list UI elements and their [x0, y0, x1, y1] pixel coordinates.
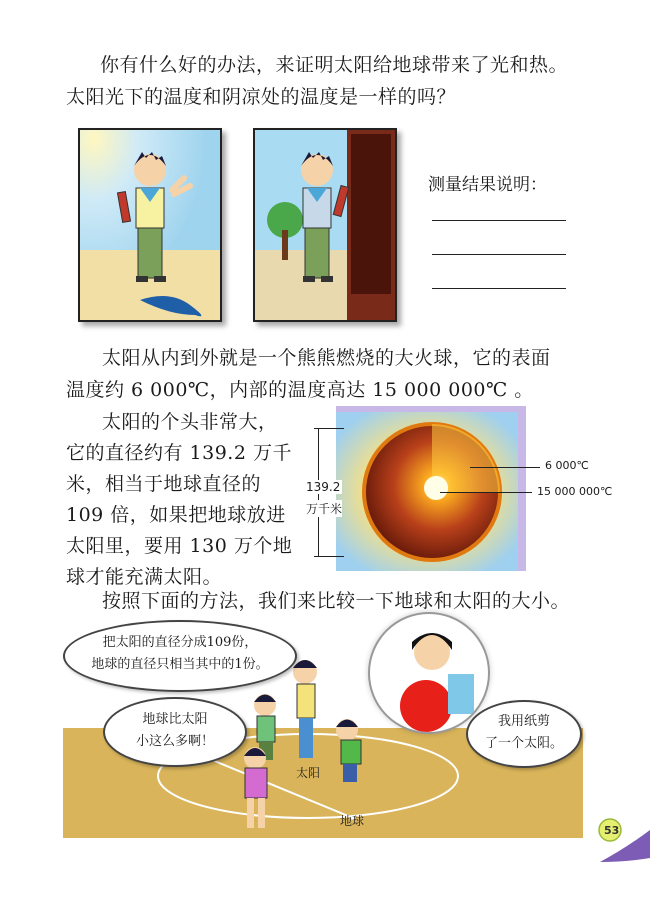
page-number: 53: [604, 824, 620, 837]
compare-text: 按照下面的方法，我们来比较一下地球和太阳的大小。: [102, 590, 571, 612]
answer-line-1: [432, 220, 566, 221]
core-temp-leader: [440, 492, 532, 493]
surface-temp-leader: [470, 467, 540, 468]
bubble-top-line-1: 把太阳的直径分成109份，: [102, 635, 258, 650]
measure-title: 测量结果说明：: [428, 175, 547, 195]
answer-line-2: [432, 254, 566, 255]
sun-text-line-1: 太阳从内到外就是一个熊熊燃烧的大火球，它的表面: [102, 347, 551, 369]
speech-bubble-middle: [103, 697, 247, 767]
illustration-boy-in-sun: [78, 128, 222, 322]
diameter-tick-bottom: [314, 556, 344, 557]
size-text-line-3: 米，相当于地球直径的: [66, 473, 262, 495]
bubble-top-line-2: 地球的直径只相当其中的1份。: [91, 657, 269, 672]
speech-bubble-top: [63, 620, 297, 692]
bubble-right-line-1: 我用纸剪: [497, 714, 550, 729]
diameter-unit: 万千米: [306, 502, 343, 516]
bubble-mid-line-2: 小这么多啊！: [135, 734, 214, 749]
size-text-line-5: 太阳里，要用 130 万个地: [66, 535, 293, 557]
sun-cross-section-image: [336, 406, 526, 571]
diameter-value: 139.2: [306, 480, 341, 494]
diameter-tick-top: [314, 428, 344, 429]
size-text-line-2: 它的直径约有 139.2 万千: [66, 442, 292, 464]
intro-line-1: 你有什么好的办法，来证明太阳给地球带来了光和热。: [100, 54, 569, 76]
speech-bubble-right: [466, 700, 582, 768]
illustration-boy-in-shade: [253, 128, 397, 322]
size-text-line-6: 球才能充满太阳。: [66, 566, 223, 588]
ground-label-earth: 地球: [340, 814, 365, 828]
ground-label-sun: 太阳: [296, 766, 321, 780]
bubble-mid-line-1: 地球比太阳: [142, 712, 208, 727]
core-temp-label: 15 000 000℃: [537, 485, 613, 498]
bubble-right-line-2: 了一个太阳。: [484, 736, 563, 751]
answer-line-3: [432, 288, 566, 289]
sun-text-line-2: 温度约 6 000℃，内部的温度高达 15 000 000℃ 。: [66, 379, 534, 401]
size-text-line-4: 109 倍，如果把地球放进: [66, 504, 286, 526]
size-text-line-1: 太阳的个头非常大，: [102, 411, 278, 433]
surface-temp-label: 6 000℃: [545, 459, 589, 472]
intro-line-2: 太阳光下的温度和阴凉处的温度是一样的吗？: [66, 86, 457, 108]
